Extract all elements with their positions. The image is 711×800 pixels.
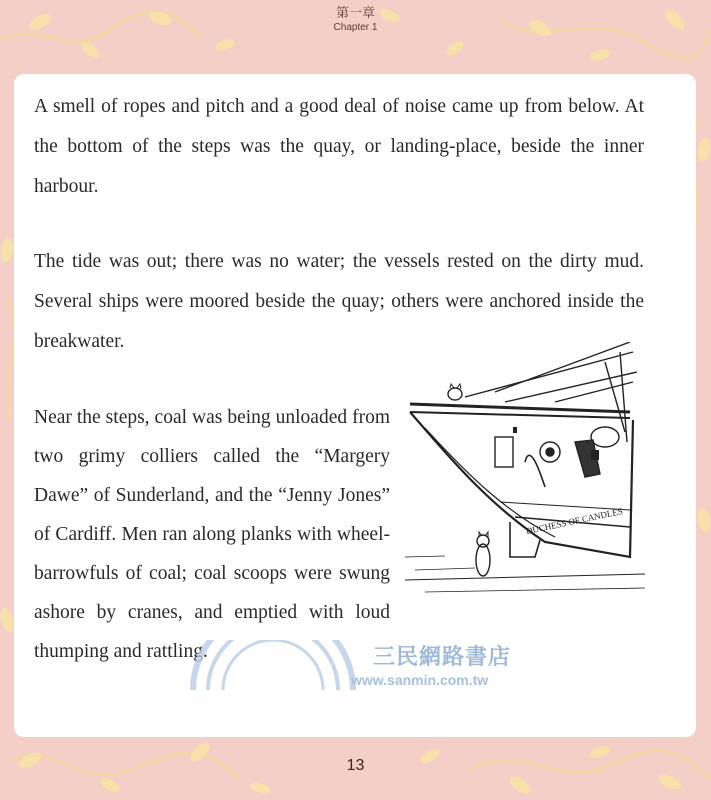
watermark-url: www.sanmin.com.tw	[351, 672, 489, 688]
paragraph-1: A smell of ropes and pitch and a good deal of noise came up from below. At the bottom of the steps was the quay, or landing-place, beside the inner harbour.	[34, 96, 644, 197]
watermark-char-1: 三	[233, 677, 246, 691]
chapter-title-en: Chapter 1	[333, 22, 378, 33]
chapter-header	[0, 6, 711, 34]
paragraph-3: Near the steps, coal was being unloaded from two grimy colliers called the “Margery Dawe” of Sunderland, and the “Jenny Jones” of Cardiff. Men ran along planks with wheel-barrowfuls of coal; coal scoops were swung ashore by cranes, and emptied with loud thumping and rattling.	[34, 407, 390, 662]
watermark-char-2: 民	[298, 677, 311, 691]
paragraph-2: The tide was out; there was no water; the vessels rested on the dirty mud. Several ships were moored beside the quay; others were anchored inside the breakwater.	[34, 251, 644, 352]
watermark-name: 三民網路書店	[373, 645, 512, 670]
hull-name-text: DUCHESS OF CANDLES	[525, 505, 624, 537]
ship-illustration	[405, 342, 645, 604]
page-number: 13	[346, 757, 365, 774]
watermark	[183, 640, 543, 700]
chapter-title-zh: 第一章	[335, 6, 375, 21]
